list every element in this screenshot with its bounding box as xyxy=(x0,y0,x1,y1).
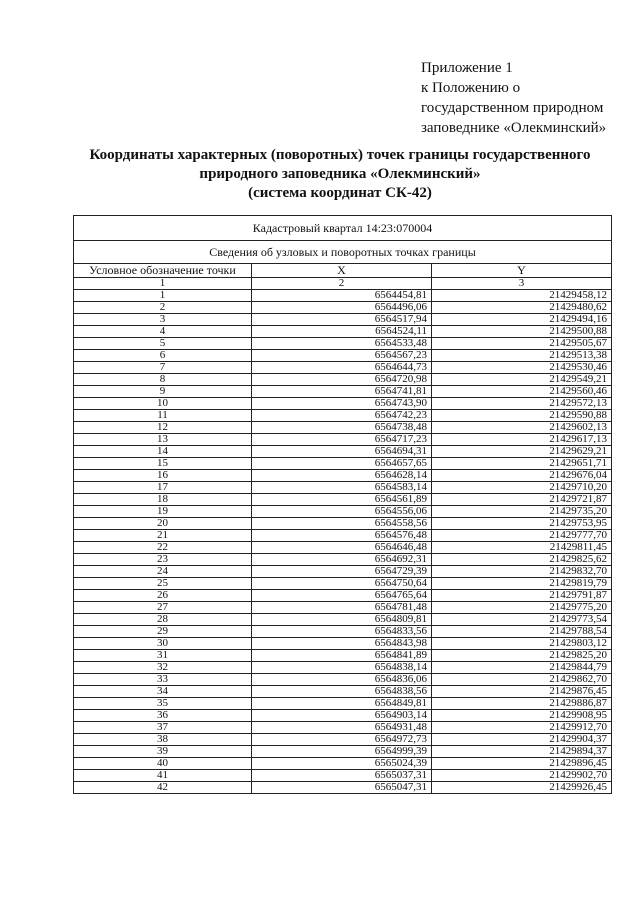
point-number: 42 xyxy=(74,782,252,794)
table-row xyxy=(74,470,612,482)
point-number: 10 xyxy=(74,398,252,410)
point-number: 33 xyxy=(74,674,252,686)
x-coordinate: 6564738,48 xyxy=(252,422,432,434)
header-x: X xyxy=(252,264,432,278)
x-coordinate: 6564496,06 xyxy=(252,302,432,314)
table-row xyxy=(74,734,612,746)
y-coordinate: 21429862,70 xyxy=(432,674,612,686)
column-header-row xyxy=(74,264,612,278)
x-coordinate: 6564809,81 xyxy=(252,614,432,626)
point-number: 20 xyxy=(74,518,252,530)
y-coordinate: 21429572,13 xyxy=(432,398,612,410)
table-row xyxy=(74,674,612,686)
y-coordinate: 21429530,46 xyxy=(432,362,612,374)
column-number: 1 xyxy=(74,278,252,290)
point-number: 26 xyxy=(74,590,252,602)
point-number: 36 xyxy=(74,710,252,722)
point-number: 29 xyxy=(74,626,252,638)
x-coordinate: 6564524,11 xyxy=(252,326,432,338)
x-coordinate: 6564838,14 xyxy=(252,662,432,674)
table-row xyxy=(74,626,612,638)
table-row xyxy=(74,542,612,554)
point-number: 38 xyxy=(74,734,252,746)
point-number: 28 xyxy=(74,614,252,626)
table-row xyxy=(74,458,612,470)
y-coordinate: 21429876,45 xyxy=(432,686,612,698)
x-coordinate: 6564692,31 xyxy=(252,554,432,566)
point-number: 17 xyxy=(74,482,252,494)
y-coordinate: 21429753,95 xyxy=(432,518,612,530)
x-coordinate: 6564583,14 xyxy=(252,482,432,494)
table-row xyxy=(74,662,612,674)
table-row xyxy=(74,374,612,386)
point-number: 31 xyxy=(74,650,252,662)
y-coordinate: 21429791,87 xyxy=(432,590,612,602)
table-row xyxy=(74,710,612,722)
point-number: 30 xyxy=(74,638,252,650)
y-coordinate: 21429500,88 xyxy=(432,326,612,338)
point-number: 18 xyxy=(74,494,252,506)
table-row xyxy=(74,554,612,566)
x-coordinate: 6564743,90 xyxy=(252,398,432,410)
y-coordinate: 21429773,54 xyxy=(432,614,612,626)
coordinates-table xyxy=(73,215,612,794)
table-row xyxy=(74,434,612,446)
point-number: 9 xyxy=(74,386,252,398)
x-coordinate: 6564742,23 xyxy=(252,410,432,422)
title-line: Координаты характерных (поворотных) точек границы государственного xyxy=(89,147,591,163)
appendix-note xyxy=(421,58,606,138)
x-coordinate: 6565047,31 xyxy=(252,782,432,794)
point-number: 25 xyxy=(74,578,252,590)
table-row xyxy=(74,602,612,614)
y-coordinate: 21429590,88 xyxy=(432,410,612,422)
cadastral-row xyxy=(74,216,612,241)
x-coordinate: 6564836,06 xyxy=(252,674,432,686)
x-coordinate: 6564833,56 xyxy=(252,626,432,638)
y-coordinate: 21429549,21 xyxy=(432,374,612,386)
table-row xyxy=(74,686,612,698)
x-coordinate: 6564517,94 xyxy=(252,314,432,326)
x-coordinate: 6564972,73 xyxy=(252,734,432,746)
point-number: 16 xyxy=(74,470,252,482)
column-number: 3 xyxy=(432,278,612,290)
table-row xyxy=(74,638,612,650)
y-coordinate: 21429494,16 xyxy=(432,314,612,326)
info-row xyxy=(74,241,612,264)
table-row xyxy=(74,410,612,422)
y-coordinate: 21429710,20 xyxy=(432,482,612,494)
point-number: 35 xyxy=(74,698,252,710)
table-row xyxy=(74,290,612,302)
table-row xyxy=(74,782,612,794)
table-row xyxy=(74,722,612,734)
point-number: 1 xyxy=(74,290,252,302)
point-number: 2 xyxy=(74,302,252,314)
table-row xyxy=(74,758,612,770)
table-row xyxy=(74,386,612,398)
y-coordinate: 21429775,20 xyxy=(432,602,612,614)
table-row xyxy=(74,650,612,662)
y-coordinate: 21429513,38 xyxy=(432,350,612,362)
point-number: 39 xyxy=(74,746,252,758)
cadastral-quarter: Кадастровый квартал 14:23:070004 xyxy=(74,216,612,241)
x-coordinate: 6564750,64 xyxy=(252,578,432,590)
y-coordinate: 21429560,46 xyxy=(432,386,612,398)
x-coordinate: 6564838,56 xyxy=(252,686,432,698)
y-coordinate: 21429894,37 xyxy=(432,746,612,758)
table-row xyxy=(74,698,612,710)
x-coordinate: 6564781,48 xyxy=(252,602,432,614)
table-row xyxy=(74,362,612,374)
y-coordinate: 21429788,54 xyxy=(432,626,612,638)
point-number: 15 xyxy=(74,458,252,470)
table-row xyxy=(74,770,612,782)
x-coordinate: 6565024,39 xyxy=(252,758,432,770)
point-number: 7 xyxy=(74,362,252,374)
x-coordinate: 6564717,23 xyxy=(252,434,432,446)
point-number: 23 xyxy=(74,554,252,566)
x-coordinate: 6564556,06 xyxy=(252,506,432,518)
table-row xyxy=(74,506,612,518)
y-coordinate: 21429912,70 xyxy=(432,722,612,734)
table-row xyxy=(74,518,612,530)
x-coordinate: 6564729,39 xyxy=(252,566,432,578)
x-coordinate: 6564644,73 xyxy=(252,362,432,374)
point-number: 27 xyxy=(74,602,252,614)
appendix-line: государственном природном xyxy=(421,100,604,116)
x-coordinate: 6564931,48 xyxy=(252,722,432,734)
point-number: 22 xyxy=(74,542,252,554)
y-coordinate: 21429902,70 xyxy=(432,770,612,782)
x-coordinate: 6564841,89 xyxy=(252,650,432,662)
y-coordinate: 21429811,45 xyxy=(432,542,612,554)
y-coordinate: 21429602,13 xyxy=(432,422,612,434)
x-coordinate: 6564903,14 xyxy=(252,710,432,722)
point-number: 14 xyxy=(74,446,252,458)
table-info: Сведения об узловых и поворотных точках границы xyxy=(74,241,612,264)
table-row xyxy=(74,578,612,590)
x-coordinate: 6564999,39 xyxy=(252,746,432,758)
table-row xyxy=(74,326,612,338)
point-number: 6 xyxy=(74,350,252,362)
y-coordinate: 21429825,20 xyxy=(432,650,612,662)
table-row xyxy=(74,350,612,362)
y-coordinate: 21429844,79 xyxy=(432,662,612,674)
point-number: 41 xyxy=(74,770,252,782)
x-coordinate: 6564576,48 xyxy=(252,530,432,542)
point-number: 3 xyxy=(74,314,252,326)
x-coordinate: 6564720,98 xyxy=(252,374,432,386)
column-number-row xyxy=(74,278,612,290)
table-row xyxy=(74,590,612,602)
y-coordinate: 21429458,12 xyxy=(432,290,612,302)
x-coordinate: 6564567,23 xyxy=(252,350,432,362)
x-coordinate: 6564646,48 xyxy=(252,542,432,554)
y-coordinate: 21429629,21 xyxy=(432,446,612,458)
table-row xyxy=(74,422,612,434)
x-coordinate: 6564558,56 xyxy=(252,518,432,530)
y-coordinate: 21429803,12 xyxy=(432,638,612,650)
table-row xyxy=(74,614,612,626)
y-coordinate: 21429480,62 xyxy=(432,302,612,314)
point-number: 11 xyxy=(74,410,252,422)
point-number: 24 xyxy=(74,566,252,578)
point-number: 34 xyxy=(74,686,252,698)
table-row xyxy=(74,746,612,758)
table-row xyxy=(74,494,612,506)
table-row xyxy=(74,446,612,458)
appendix-line: Приложение 1 xyxy=(421,60,513,76)
y-coordinate: 21429832,70 xyxy=(432,566,612,578)
table-row xyxy=(74,566,612,578)
y-coordinate: 21429676,04 xyxy=(432,470,612,482)
y-coordinate: 21429505,67 xyxy=(432,338,612,350)
y-coordinate: 21429825,62 xyxy=(432,554,612,566)
y-coordinate: 21429651,71 xyxy=(432,458,612,470)
point-number: 40 xyxy=(74,758,252,770)
point-number: 37 xyxy=(74,722,252,734)
point-number: 4 xyxy=(74,326,252,338)
point-number: 13 xyxy=(74,434,252,446)
point-number: 5 xyxy=(74,338,252,350)
table-row xyxy=(74,314,612,326)
header-point: Условное обозначение точки xyxy=(74,264,252,278)
column-number: 2 xyxy=(252,278,432,290)
point-number: 21 xyxy=(74,530,252,542)
x-coordinate: 6564628,14 xyxy=(252,470,432,482)
x-coordinate: 6564533,48 xyxy=(252,338,432,350)
table-row xyxy=(74,338,612,350)
y-coordinate: 21429819,79 xyxy=(432,578,612,590)
x-coordinate: 6564454,81 xyxy=(252,290,432,302)
x-coordinate: 6565037,31 xyxy=(252,770,432,782)
table-row xyxy=(74,482,612,494)
x-coordinate: 6564849,81 xyxy=(252,698,432,710)
document-title xyxy=(60,146,620,203)
point-number: 8 xyxy=(74,374,252,386)
y-coordinate: 21429735,20 xyxy=(432,506,612,518)
y-coordinate: 21429617,13 xyxy=(432,434,612,446)
y-coordinate: 21429904,37 xyxy=(432,734,612,746)
y-coordinate: 21429896,45 xyxy=(432,758,612,770)
table-row xyxy=(74,530,612,542)
x-coordinate: 6564741,81 xyxy=(252,386,432,398)
appendix-line: к Положению о xyxy=(421,80,521,96)
header-y: Y xyxy=(432,264,612,278)
y-coordinate: 21429926,45 xyxy=(432,782,612,794)
y-coordinate: 21429886,87 xyxy=(432,698,612,710)
x-coordinate: 6564765,64 xyxy=(252,590,432,602)
point-number: 12 xyxy=(74,422,252,434)
appendix-line: заповеднике «Олекминский» xyxy=(421,120,607,136)
title-line: природного заповедника «Олекминский» xyxy=(199,166,481,182)
x-coordinate: 6564657,65 xyxy=(252,458,432,470)
x-coordinate: 6564694,31 xyxy=(252,446,432,458)
point-number: 32 xyxy=(74,662,252,674)
table-row xyxy=(74,398,612,410)
y-coordinate: 21429721,87 xyxy=(432,494,612,506)
table-row xyxy=(74,302,612,314)
x-coordinate: 6564843,98 xyxy=(252,638,432,650)
y-coordinate: 21429777,70 xyxy=(432,530,612,542)
title-line: (система координат СК-42) xyxy=(248,185,432,201)
x-coordinate: 6564561,89 xyxy=(252,494,432,506)
point-number: 19 xyxy=(74,506,252,518)
y-coordinate: 21429908,95 xyxy=(432,710,612,722)
